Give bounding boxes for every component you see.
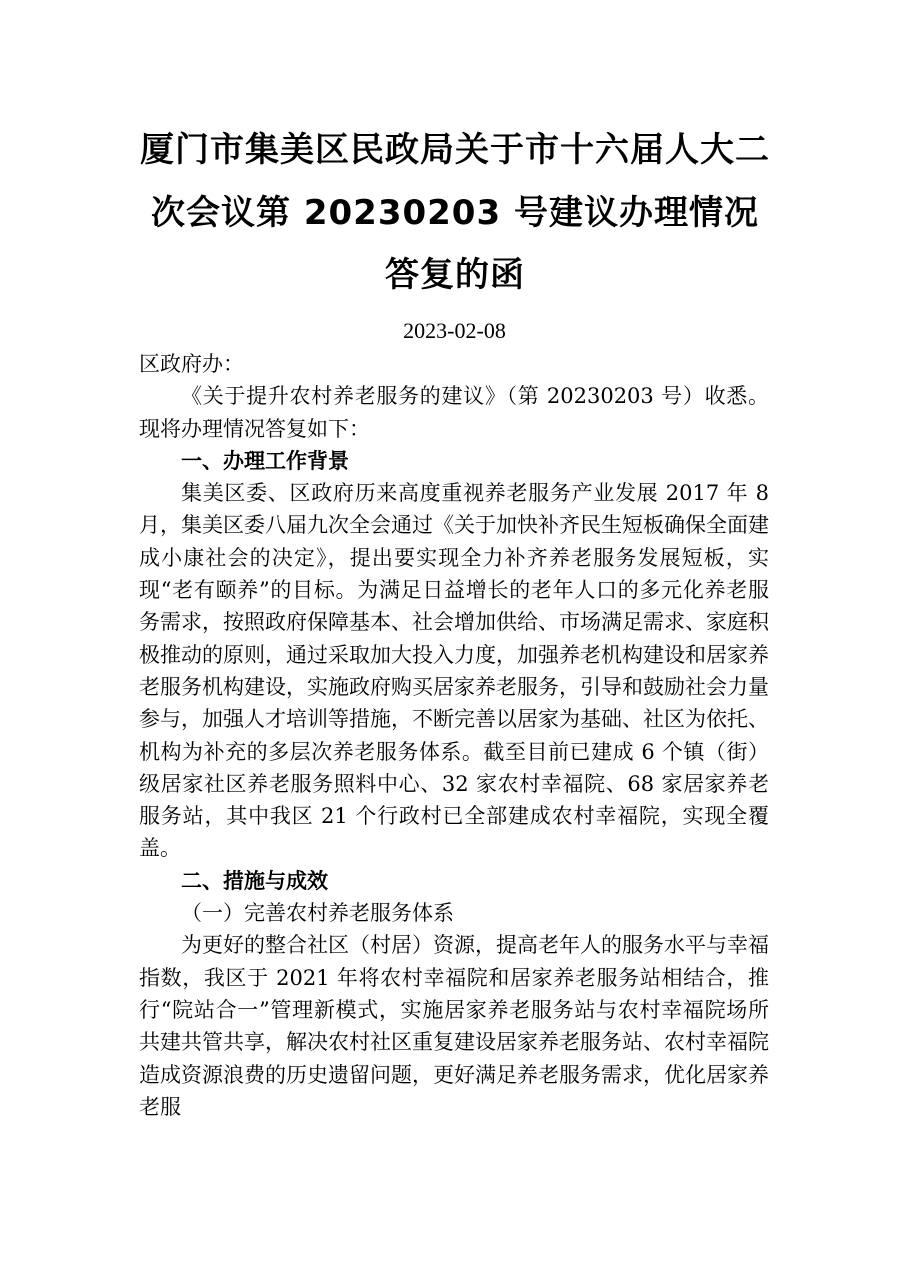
document-title-line-1: 厦门市集美区民政局关于市十六届人大二 [140,130,770,170]
section-2-heading: 二、措施与成效 [181,868,328,893]
document-date: 2023-02-08 [403,318,506,343]
section-2-subheading: （一）完善农村养老服务体系 [181,901,454,926]
salutation: 区政府办： [139,352,244,376]
document-title-line-2: 次会议第 20230203 号建议办理情况 [151,193,759,233]
document-body [139,348,769,1123]
document-title-line-3: 答复的函 [385,255,525,295]
section-1-heading: 一、办理工作背景 [181,448,349,473]
intro-paragraph: 《关于提升农村养老服务的建议》（第 20230203 号）收悉。现将办理情况答复如下： [139,384,769,441]
section-1-paragraph: 集美区委、区政府历来高度重视养老服务产业发展 2017 年 8 月，集美区委八届九次全会通过《关于加快补齐民生短板确保全面建成小康社会的决定》，提出要实现全力补齐养老服务发展短板，实现“老有颐养”的目标。为满足日益增长的老年人口的多元化养老服务需求，按照政府保障基本、社会增加供给、市场满足需求、家庭积极推动的原则，通过采取加大投入力度，加强养老机构建设和居家养老服务机构建设，实施政府购买居家养老服务，引导和鼓励社会力量参与，加强人才培训等措施，不断完善以居家为基础、社区为依托、机构为补充的多层次养老服务体系。截至目前已建成 6 个镇（街）级居家社区养老服务照料中心、32 家农村幸福院、68 家居家养老服务站，其中我区 21 个行政村已全部建成农村幸福院，实现全覆盖。 [139,481,769,861]
section-2-paragraph: 为更好的整合社区（村居）资源，提高老年人的服务水平与幸福指数，我区于 2021 年将农村幸福院和居家养老服务站相结合，推行“院站合一”管理新模式，实施居家养老服务站与农村幸福院场所共建共管共享，解决农村社区重复建设居家养老服务站、农村幸福院造成资源浪费的历史遗留问题，更好满足养老服务需求，优化居家养老服 [139,933,769,1119]
